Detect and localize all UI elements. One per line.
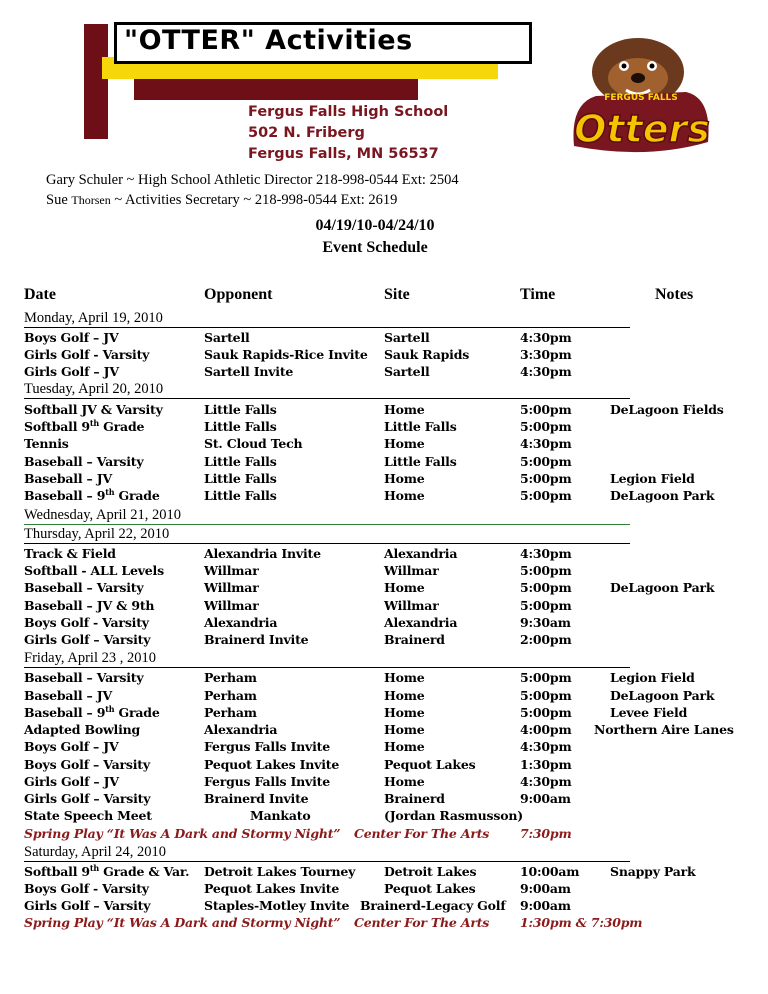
event-opponent: Detroit Lakes Tourney (204, 864, 356, 879)
event-activity: State Speech Meet (24, 808, 152, 823)
day-divider (24, 524, 630, 525)
event-site: Center For The Arts (354, 915, 490, 930)
event-time: 5:00pm (520, 670, 572, 685)
event-time: 9:00am (520, 791, 571, 806)
event-activity: Boys Golf – JV (24, 330, 119, 345)
event-notes: DeLagoon Park (610, 688, 715, 703)
event-time: 5:00pm (520, 488, 572, 503)
event-activity: Boys Golf – JV (24, 739, 119, 754)
event-site: Little Falls (384, 419, 457, 434)
event-activity: Girls Golf – Varsity (24, 898, 151, 913)
event-time: 3:30pm (520, 347, 572, 362)
event-opponent: Staples-Motley Invite (204, 898, 350, 913)
page-title: "OTTER" Activities (124, 25, 413, 56)
day-divider (24, 861, 630, 862)
schedule-title: Event Schedule (322, 239, 428, 256)
event-time: 5:00pm (520, 402, 572, 417)
event-opponent: Little Falls (204, 454, 277, 469)
event-activity: Baseball – JV & 9th (24, 598, 155, 613)
event-notes: DeLagoon Fields (610, 402, 724, 417)
event-site: Home (384, 774, 425, 789)
event-time: 5:00pm (520, 563, 572, 578)
event-site: Willmar (384, 598, 439, 613)
event-site: Home (384, 688, 425, 703)
otters-logo (566, 34, 716, 162)
event-notes: Northern Aire Lanes (594, 722, 734, 737)
day-heading: Wednesday, April 21, 2010 (24, 507, 181, 523)
event-time: 5:00pm (520, 598, 572, 613)
school-address: 502 N. Friberg (248, 125, 365, 141)
event-time: 5:00pm (520, 419, 572, 434)
column-header-notes: Notes (655, 286, 694, 303)
event-opponent: Brainerd Invite (204, 791, 309, 806)
event-time: 4:30pm (520, 546, 572, 561)
event-activity: Baseball – Varsity (24, 454, 144, 469)
event-time: 4:30pm (520, 330, 572, 345)
event-time: 5:00pm (520, 705, 572, 720)
event-activity: Girls Golf – Varsity (24, 632, 151, 647)
event-notes: DeLagoon Park (610, 488, 715, 503)
event-activity: Tennis (24, 436, 69, 451)
day-divider (24, 543, 630, 544)
event-site: Little Falls (384, 454, 457, 469)
event-notes: Snappy Park (610, 864, 696, 879)
event-activity: Baseball – JV (24, 471, 112, 486)
event-opponent: Little Falls (204, 488, 277, 503)
event-activity: Baseball – JV (24, 688, 112, 703)
event-site: Home (384, 402, 425, 417)
event-site: Willmar (384, 563, 439, 578)
event-activity: Boys Golf – Varsity (24, 757, 150, 772)
event-time: 5:00pm (520, 454, 572, 469)
event-site: (Jordan Rasmusson) (384, 808, 523, 823)
event-activity: Boys Golf - Varsity (24, 881, 149, 896)
event-site: Pequot Lakes (384, 881, 476, 896)
event-site: Home (384, 670, 425, 685)
event-activity: Adapted Bowling (24, 722, 141, 737)
event-site: Home (384, 705, 425, 720)
school-name: Fergus Falls High School (248, 104, 449, 120)
event-activity: Track & Field (24, 546, 116, 561)
date-range: 04/19/10-04/24/10 (315, 217, 435, 234)
event-opponent: Perham (204, 670, 257, 685)
day-heading: Monday, April 19, 2010 (24, 310, 163, 326)
event-time: 5:00pm (520, 688, 572, 703)
event-site: Center For The Arts (354, 826, 490, 841)
event-site: Sartell (384, 330, 430, 345)
event-activity: Baseball – 9th Grade (24, 703, 160, 720)
day-heading: Saturday, April 24, 2010 (24, 844, 167, 860)
event-time: 7:30pm (520, 826, 572, 841)
event-opponent: Alexandria (204, 722, 278, 737)
event-activity: Boys Golf - Varsity (24, 615, 149, 630)
event-site: Home (384, 739, 425, 754)
event-time: 9:00am (520, 881, 571, 896)
event-time: 2:00pm (520, 632, 572, 647)
school-city: Fergus Falls, MN 56537 (248, 146, 439, 162)
event-activity: Girls Golf - Varsity (24, 347, 150, 362)
event-opponent: Fergus Falls Invite (204, 739, 330, 754)
event-site: Home (384, 580, 425, 595)
event-time: 4:00pm (520, 722, 572, 737)
day-heading: Tuesday, April 20, 2010 (24, 381, 164, 397)
event-site: Brainerd (384, 791, 445, 806)
column-header-date: Date (24, 286, 56, 303)
event-site: Alexandria (384, 546, 458, 561)
event-opponent: Sartell Invite (204, 364, 294, 379)
event-opponent: Alexandria Invite (204, 546, 321, 561)
event-site: Home (384, 488, 425, 503)
spring-play-event: Spring Play “It Was A Dark and Stormy Night” (24, 826, 341, 841)
event-site: Pequot Lakes (384, 757, 476, 772)
event-notes: Levee Field (610, 705, 688, 720)
event-activity: Girls Golf – JV (24, 364, 119, 379)
column-header-opponent: Opponent (204, 286, 273, 303)
event-opponent: Pequot Lakes Invite (204, 881, 340, 896)
event-time: 5:00pm (520, 580, 572, 595)
day-divider (24, 398, 630, 399)
athletic-director-line: Gary Schuler ~ High School Athletic Director 218-998-0544 Ext: 2504 (46, 172, 459, 188)
event-opponent: Willmar (204, 580, 259, 595)
event-site: Home (384, 436, 425, 451)
event-opponent: Little Falls (204, 471, 277, 486)
event-time: 4:30pm (520, 364, 572, 379)
event-time: 9:00am (520, 898, 571, 913)
event-time: 9:30am (520, 615, 571, 630)
event-opponent: Little Falls (204, 419, 277, 434)
event-activity: Baseball – Varsity (24, 580, 144, 595)
header-maroon-vertical-bar (84, 24, 108, 139)
event-site: Home (384, 722, 425, 737)
event-opponent: Sartell (204, 330, 250, 345)
event-site: Brainerd-Legacy Golf (360, 898, 506, 913)
event-notes: Legion Field (610, 471, 695, 486)
column-header-time: Time (520, 286, 556, 303)
event-activity: Softball 9th Grade (24, 417, 145, 434)
event-site: Sauk Rapids (384, 347, 470, 362)
event-opponent: Willmar (204, 563, 259, 578)
event-site: Brainerd (384, 632, 445, 647)
event-opponent: Mankato (250, 808, 311, 823)
svg-text:FERGUS FALLS: FERGUS FALLS (604, 93, 678, 103)
event-opponent: Fergus Falls Invite (204, 774, 330, 789)
event-time: 4:30pm (520, 774, 572, 789)
svg-text:Otters: Otters (574, 107, 710, 151)
event-activity: Softball JV & Varsity (24, 402, 163, 417)
event-site: Sartell (384, 364, 430, 379)
activities-secretary-line: Sue Thorsen ~ Activities Secretary ~ 218-998-0544 Ext: 2619 (46, 192, 398, 208)
event-time: 1:30pm (520, 757, 572, 772)
event-opponent: St. Cloud Tech (204, 436, 303, 451)
event-activity: Baseball – Varsity (24, 670, 144, 685)
event-site: Home (384, 471, 425, 486)
event-time: 4:30pm (520, 436, 572, 451)
event-opponent: Perham (204, 688, 257, 703)
event-activity: Girls Golf – Varsity (24, 791, 151, 806)
event-notes: Legion Field (610, 670, 695, 685)
event-opponent: Little Falls (204, 402, 277, 417)
event-opponent: Pequot Lakes Invite (204, 757, 340, 772)
column-header-site: Site (384, 286, 410, 303)
spring-play-event: Spring Play “It Was A Dark and Stormy Night” (24, 915, 341, 930)
event-activity: Baseball – 9th Grade (24, 486, 160, 503)
event-opponent: Sauk Rapids-Rice Invite (204, 347, 368, 362)
day-divider (24, 327, 630, 328)
event-notes: DeLagoon Park (610, 580, 715, 595)
event-opponent: Perham (204, 705, 257, 720)
event-activity: Girls Golf – JV (24, 774, 119, 789)
day-divider (24, 667, 630, 668)
event-time: 4:30pm (520, 739, 572, 754)
event-site: Detroit Lakes (384, 864, 477, 879)
event-opponent: Alexandria (204, 615, 278, 630)
event-time: 10:00am (520, 864, 580, 879)
day-heading: Thursday, April 22, 2010 (24, 526, 170, 542)
event-activity: Softball - ALL Levels (24, 563, 164, 578)
event-opponent: Brainerd Invite (204, 632, 309, 647)
event-site: Alexandria (384, 615, 458, 630)
event-opponent: Willmar (204, 598, 259, 613)
event-time: 1:30pm & 7:30pm (520, 915, 643, 930)
event-time: 5:00pm (520, 471, 572, 486)
day-heading: Friday, April 23 , 2010 (24, 650, 156, 666)
event-activity: Softball 9th Grade & Var. (24, 862, 190, 879)
